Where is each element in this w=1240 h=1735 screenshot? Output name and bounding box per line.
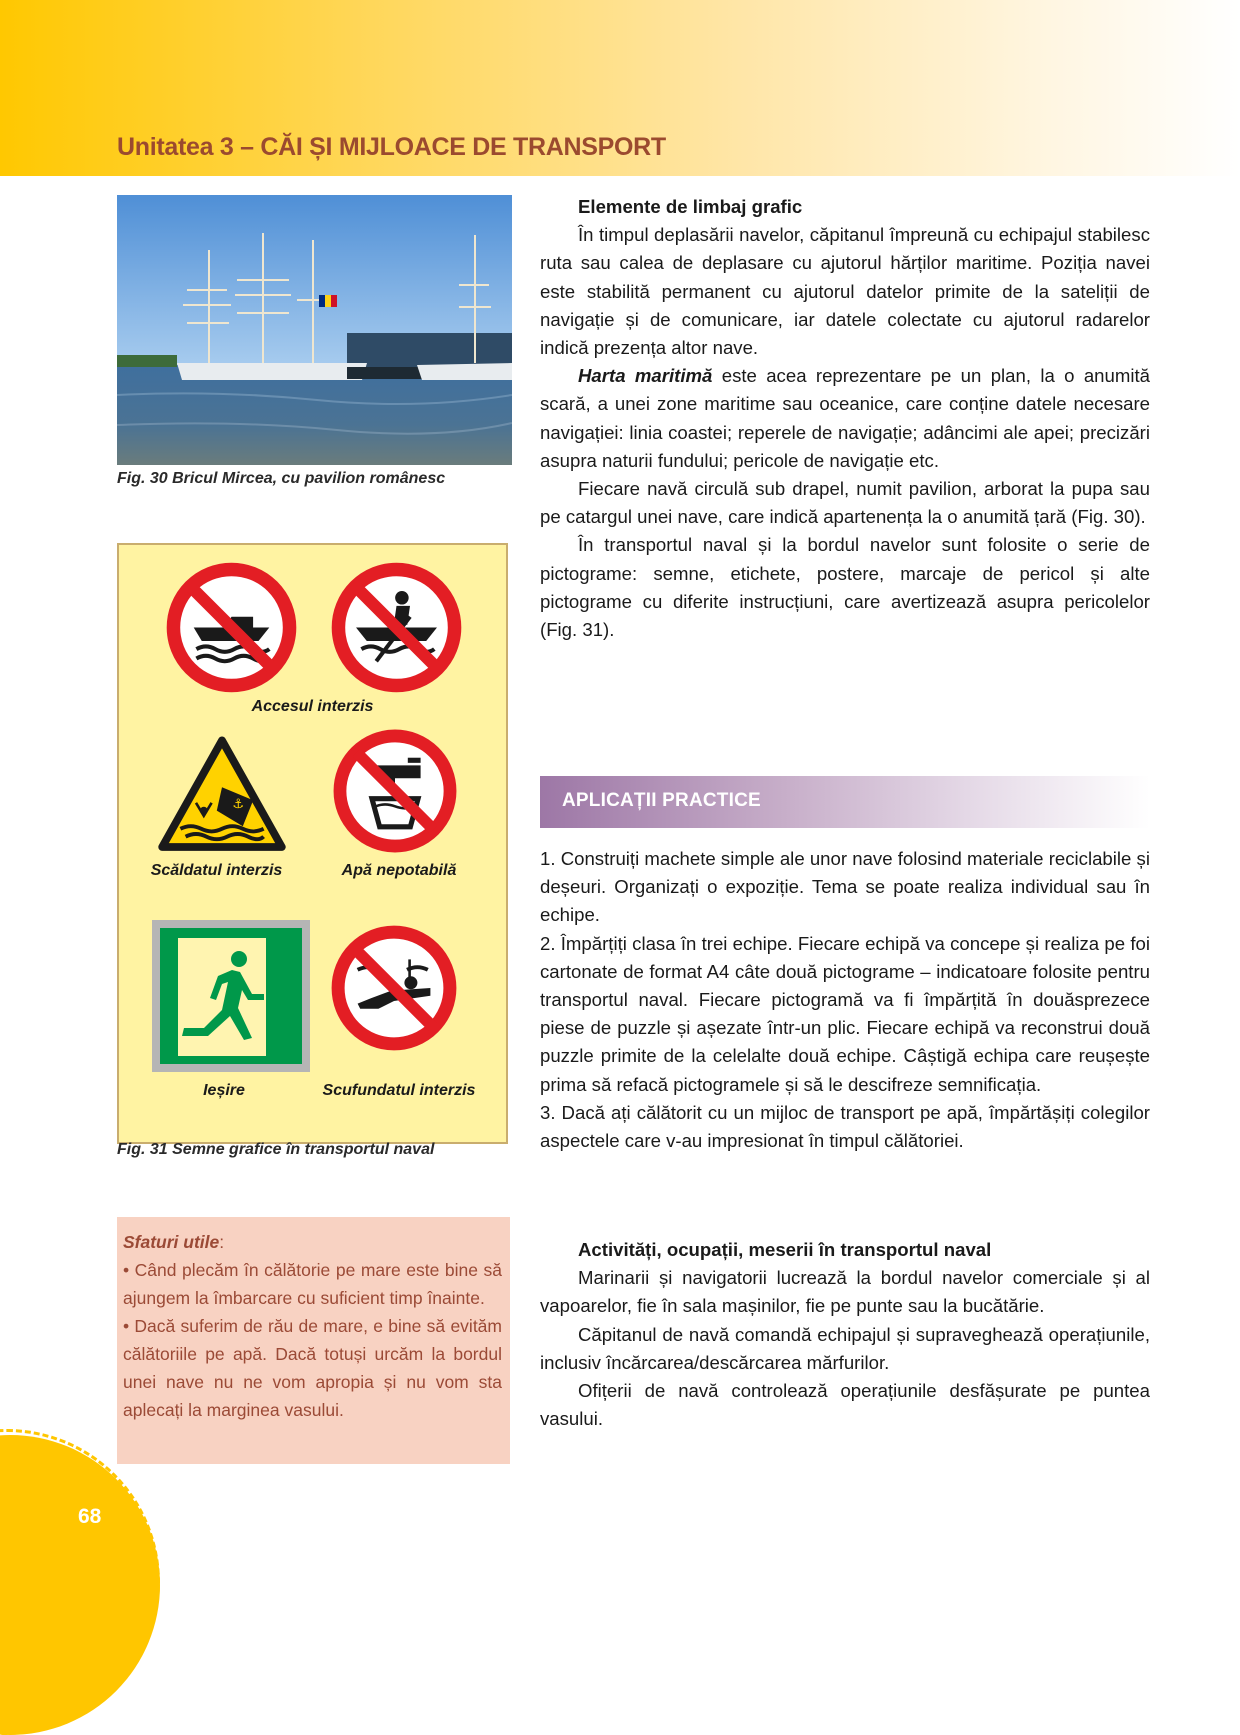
paragraph: În timpul deplasării navelor, căpitanul împreună cu echipajul stabilesc ruta sau calea de deplasare cu ajutorul hărților maritime. Poziția navei este stabilită permanent cu ajutorul datelor primite de la sateliții de navigație și de comunicare, iar datele colectate cu ajutorul radarelor indică prezența altor nave. bbox=[540, 224, 1150, 359]
practice-heading-bar bbox=[540, 776, 1150, 828]
svg-text:⚓: ⚓ bbox=[232, 797, 245, 812]
section-heading: Activități, ocupații, meserii în transportul naval bbox=[578, 1239, 992, 1260]
fig31-caption: Fig. 31 Semne grafice în transportul naval bbox=[117, 1141, 435, 1158]
paragraph: Marinarii și navigatorii lucrează la bordul navelor comerciale și al vapoarelor, fie în sala mașinilor, fie pe punte sau la bucătărie. bbox=[540, 1267, 1150, 1317]
page-corner-decoration bbox=[0, 1435, 160, 1735]
tip-item: • Când plecăm în călătorie pe mare este bine să ajungem la îmbarcare cu suficient timp înainte. bbox=[123, 1260, 502, 1308]
tip-item: • Dacă suferim de rău de mare, e bine să evităm călătoriile pe apă. Dacă totuși urcăm la bordul unei nave nu ne vom apropia și nu vom sta aplecați la marginea vasului. bbox=[123, 1316, 502, 1420]
paragraph: Ofițerii de navă controlează operațiunile desfășurate pe puntea vasului. bbox=[540, 1380, 1150, 1430]
unit-title: Unitatea 3 – CĂI ȘI MIJLOACE DE TRANSPORT bbox=[117, 133, 666, 161]
sign-label-exit: Ieșire bbox=[203, 1082, 245, 1099]
section-heading: Elemente de limbaj grafic bbox=[578, 196, 803, 217]
practice-title: APLICAȚII PRACTICE bbox=[562, 790, 761, 811]
paragraph-text: este acea reprezentare pe un plan, la o anumită scară, a unei zone maritime sau oceanice, care conține datele necesare navigației: linia coastei; reperele de navigație; adâncimi ale apei; precizări asupra naturii fundului; pericole de navigație etc. bbox=[540, 365, 1150, 471]
sign-group-label: Accesul interzis bbox=[251, 698, 374, 715]
sign-label-water: Apă nepotabilă bbox=[341, 862, 457, 879]
no-motorboat-icon bbox=[164, 560, 299, 695]
practice-item: 1. Construiți machete simple ale unor nave folosind materiale reciclabile și deșeuri. Organizați o expoziție. Tema se poate realiza individual sau în echipe. bbox=[540, 848, 1150, 926]
paragraph: Căpitanul de navă comandă echipajul și supraveghează operațiunile, inclusiv încărcarea/descărcarea mărfurilor. bbox=[540, 1323, 1150, 1373]
practice-item: 2. Împărțiți clasa în trei echipe. Fiecare echipă va concepe și realiza pe foi cartonate de format A4 câte două pictograme – indicatoare folosite pentru transportul naval. Fiecare pictogramă va fi împărțită în douăsprezece piese de puzzle și așezate într-un plic. Fiecare echipă va reconstrui două puzzle primite de la celelalte două echipe. Câștigă echipa care reușește prima să refacă pictogramele și să le descifreze semnificația. bbox=[540, 932, 1150, 1095]
useful-tips-box bbox=[117, 1217, 510, 1464]
tips-title-colon: : bbox=[219, 1232, 225, 1252]
emergency-exit-icon bbox=[152, 920, 310, 1072]
practice-item: 3. Dacă ați călătorit cu un mijloc de transport pe apă, împărtășiți colegilor aspectele care v-au impresionat în timpul călătoriei. bbox=[540, 1101, 1150, 1152]
fig30-caption: Fig. 30 Bricul Mircea, cu pavilion românesc bbox=[117, 470, 446, 487]
paragraph-maritime-map bbox=[540, 362, 1150, 475]
ship-photo bbox=[117, 195, 512, 465]
paragraph: În transportul naval și la bordul navelor sunt folosite o serie de pictograme: semne, etichete, postere, marcaje de pericol și alte pictograme cu diferite instrucțiuni, care avertizează asupra pericolelor (Fig. 31). bbox=[540, 534, 1150, 641]
tips-title: Sfaturi utile bbox=[123, 1232, 220, 1252]
non-potable-water-icon bbox=[331, 727, 459, 855]
section-naval-occupations bbox=[540, 1236, 1150, 1433]
practice-list bbox=[540, 845, 1150, 1155]
no-rowboat-icon bbox=[329, 560, 464, 695]
paragraph: Fiecare navă circulă sub drapel, numit pavilion, arborat la pupa sau pe catargul unei nave, care indică apartenența la o anumită țară (Fig. 30). bbox=[540, 478, 1150, 528]
swimming-danger-warning-icon bbox=[157, 735, 287, 855]
tall-ship-image bbox=[117, 195, 512, 465]
page-number: 68 bbox=[78, 1505, 102, 1528]
no-diving-icon bbox=[329, 923, 459, 1053]
section-graphic-language bbox=[540, 193, 1150, 644]
emphasis-term: Harta maritimă bbox=[578, 365, 713, 387]
sign-label-swimming: Scăldatul interzis bbox=[150, 862, 283, 879]
safety-signs-panel bbox=[117, 543, 508, 1144]
sign-label-diving: Scufundatul interzis bbox=[322, 1082, 476, 1099]
